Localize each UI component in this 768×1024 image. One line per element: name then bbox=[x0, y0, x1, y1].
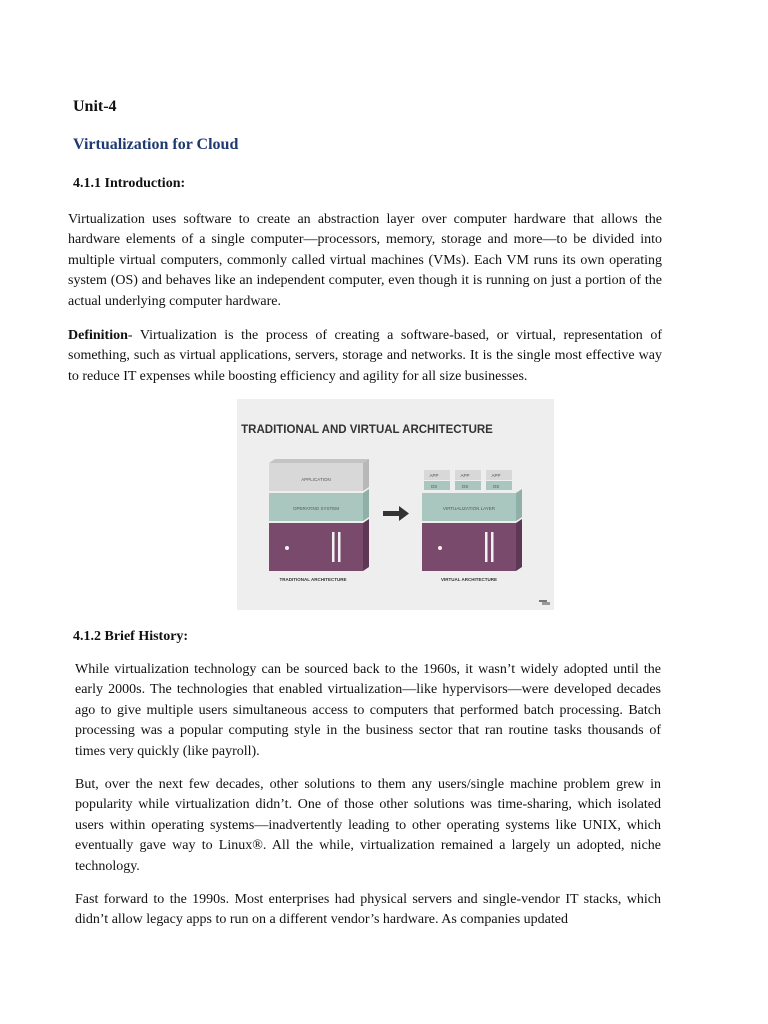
traditional-caption: TRADITIONAL ARCHITECTURE bbox=[279, 577, 347, 582]
hardware-block-side bbox=[516, 519, 522, 571]
virtualization-layer-side bbox=[516, 489, 522, 521]
drive-slot bbox=[338, 532, 341, 562]
intro-heading: 4.1.1 Introduction: bbox=[73, 176, 186, 191]
vm-os-label: OS bbox=[461, 484, 469, 489]
virtual-stack bbox=[422, 470, 522, 582]
page-title: Virtualization for Cloud bbox=[73, 136, 239, 153]
definition-paragraph bbox=[68, 326, 662, 387]
vm-app-label: APP bbox=[429, 473, 439, 478]
history-heading: 4.1.2 Brief History: bbox=[73, 629, 189, 644]
os-label: OPERATING SYSTEM bbox=[293, 506, 339, 511]
unit-label: Unit-4 bbox=[73, 98, 117, 115]
virtualization-layer-label: VIRTUALIZATION LAYER bbox=[442, 506, 496, 511]
figure-title: TRADITIONAL AND VIRTUAL ARCHITECTURE bbox=[241, 424, 493, 436]
architecture-diagram bbox=[237, 399, 554, 610]
vm-os-label: OS bbox=[430, 484, 438, 489]
traditional-stack bbox=[269, 459, 369, 582]
definition-label: Definition bbox=[68, 328, 128, 343]
drive-slot bbox=[332, 532, 335, 562]
drive-slot bbox=[491, 532, 494, 562]
hardware-block bbox=[422, 523, 516, 571]
history-paragraph-3: Fast forward to the 1990s. Most enterprises had physical servers and single-vendor IT stacks, which didn’t allow legacy apps to run on a different vendor’s hardware. As companies updated bbox=[75, 892, 661, 928]
vm-1 bbox=[424, 470, 450, 490]
vm-app-label: APP bbox=[491, 473, 501, 478]
power-light bbox=[438, 546, 442, 550]
vm-3 bbox=[486, 470, 512, 490]
app-layer-top bbox=[269, 459, 369, 463]
history-paragraph-1: While virtualization technology can be sourced back to the 1960s, it wasn’t widely adopted until the early 2000s. The technologies that enabled virtualization—like hypervisors—were developed decades ago to give multiple users simultaneous access to computers that performed batch processing. Batch processing was a popular computing style in the business sector that ran routine tasks thousands of times very quickly (like payroll). bbox=[75, 662, 661, 759]
vm-app-label: APP bbox=[460, 473, 470, 478]
definition-text: - Virtualization is the process of creating a software-based, or virtual, representation of something, such as virtual applications, servers, storage and networks. It is the single most effective way to reduce IT expenses while boosting efficiency and agility for all size businesses. bbox=[68, 328, 662, 384]
history-paragraph-2: But, over the next few decades, other solutions to them any users/single machine problem grew in popularity while virtualization didn’t. One of those other solutions was time-sharing, which isolated users within operating systems—inadvertently leading to other operating systems like UNIX, which eventually gave way to Linux®. All the while, virtualization remained a largely un adopted, niche technology. bbox=[75, 777, 661, 874]
vm-2 bbox=[455, 470, 481, 490]
power-light bbox=[285, 546, 289, 550]
hardware-block bbox=[269, 523, 363, 571]
drive-slot bbox=[485, 532, 488, 562]
intro-paragraph: Virtualization uses software to create an abstraction layer over computer hardware that allows the hardware elements of a single computer—processors, memory, storage and more—to be divided into multiple virtual computers, commonly called virtual machines (VMs). Each VM runs its own operating system (OS) and behaves like an independent computer, even though it is running on just a portion of the actual underlying computer hardware. bbox=[68, 212, 662, 309]
vm-os-label: OS bbox=[492, 484, 500, 489]
os-layer-side bbox=[363, 489, 369, 521]
hardware-block-side bbox=[363, 519, 369, 571]
architecture-figure bbox=[237, 399, 554, 610]
app-layer-side bbox=[363, 459, 369, 491]
virtual-caption: VIRTUAL ARCHITECTURE bbox=[441, 577, 497, 582]
app-label: APPLICATION bbox=[301, 477, 331, 482]
